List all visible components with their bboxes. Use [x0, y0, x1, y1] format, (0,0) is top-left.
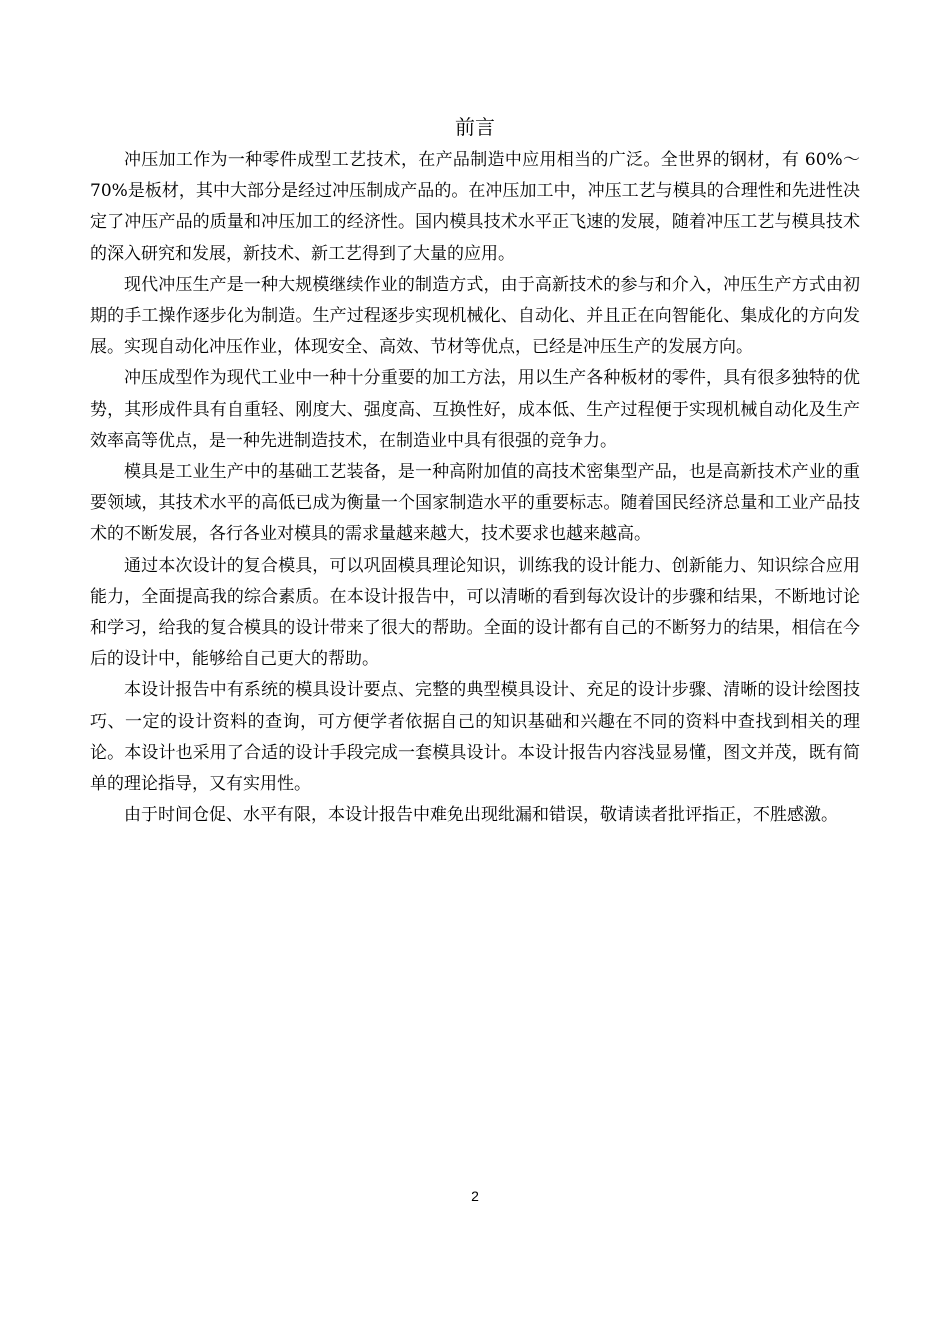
paragraph-3: 冲压成型作为现代工业中一种十分重要的加工方法，用以生产各种板材的零件，具有很多独特的优势，其形成件具有自重轻、刚度大、强度高、互换性好，成本低、生产过程便于实现机械自动化及生产效率高等优点，是一种先进制造技术，在制造业中具有很强的竞争力。: [90, 368, 860, 451]
paragraph-1: 冲压加工作为一种零件成型工艺技术，在产品制造中应用相当的广泛。全世界的钢材，有 60%～70%是板材，其中大部分是经过冲压制成产品的。在冲压加工中，冲压工艺与模具的合理性和先进性决定了冲压产品的质量和冲压加工的经济性。国内模具技术水平正飞速的发展，随着冲压工艺与模具技术的深入研究和发展，新技术、新工艺得到了大量的应用。: [90, 150, 860, 264]
page-number: 2: [471, 1188, 479, 1204]
document-body: [90, 145, 860, 831]
page-title: 前言: [455, 115, 495, 139]
paragraph-7: 由于时间仓促、水平有限，本设计报告中难免出现纰漏和错误，敬请读者批评指正，不胜感激。: [124, 805, 838, 826]
paragraph-5: 通过本次设计的复合模具，可以巩固模具理论知识，训练我的设计能力、创新能力、知识综合应用能力，全面提高我的综合素质。在本设计报告中，可以清晰的看到每次设计的步骤和结果，不断地讨论和学习，给我的复合模具的设计带来了很大的帮助。全面的设计都有自己的不断努力的结果，相信在今后的设计中，能够给自己更大的帮助。: [90, 555, 860, 670]
paragraph-6: 本设计报告中有系统的模具设计要点、完整的典型模具设计、充足的设计步骤、清晰的设计绘图技巧、一定的设计资料的查询，可方便学者依据自己的知识基础和兴趣在不同的资料中查找到相关的理论。本设计也采用了合适的设计手段完成一套模具设计。本设计报告内容浅显易懂，图文并茂，既有简单的理论指导，又有实用性。: [90, 680, 860, 795]
paragraph-4: 模具是工业生产中的基础工艺装备，是一种高附加值的高技术密集型产品，也是高新技术产业的重要领域，其技术水平的高低已成为衡量一个国家制造水平的重要标志。随着国民经济总量和工业产品技术的不断发展，各行各业对模具的需求量越来越大，技术要求也越来越高。: [90, 462, 860, 545]
paragraph-2: 现代冲压生产是一种大规模继续作业的制造方式，由于高新技术的参与和介入，冲压生产方式由初期的手工操作逐步化为制造。生产过程逐步实现机械化、自动化、并且正在向智能化、集成化的方向发展。实现自动化冲压作业，体现安全、高效、节材等优点，已经是冲压生产的发展方向。: [90, 274, 860, 358]
